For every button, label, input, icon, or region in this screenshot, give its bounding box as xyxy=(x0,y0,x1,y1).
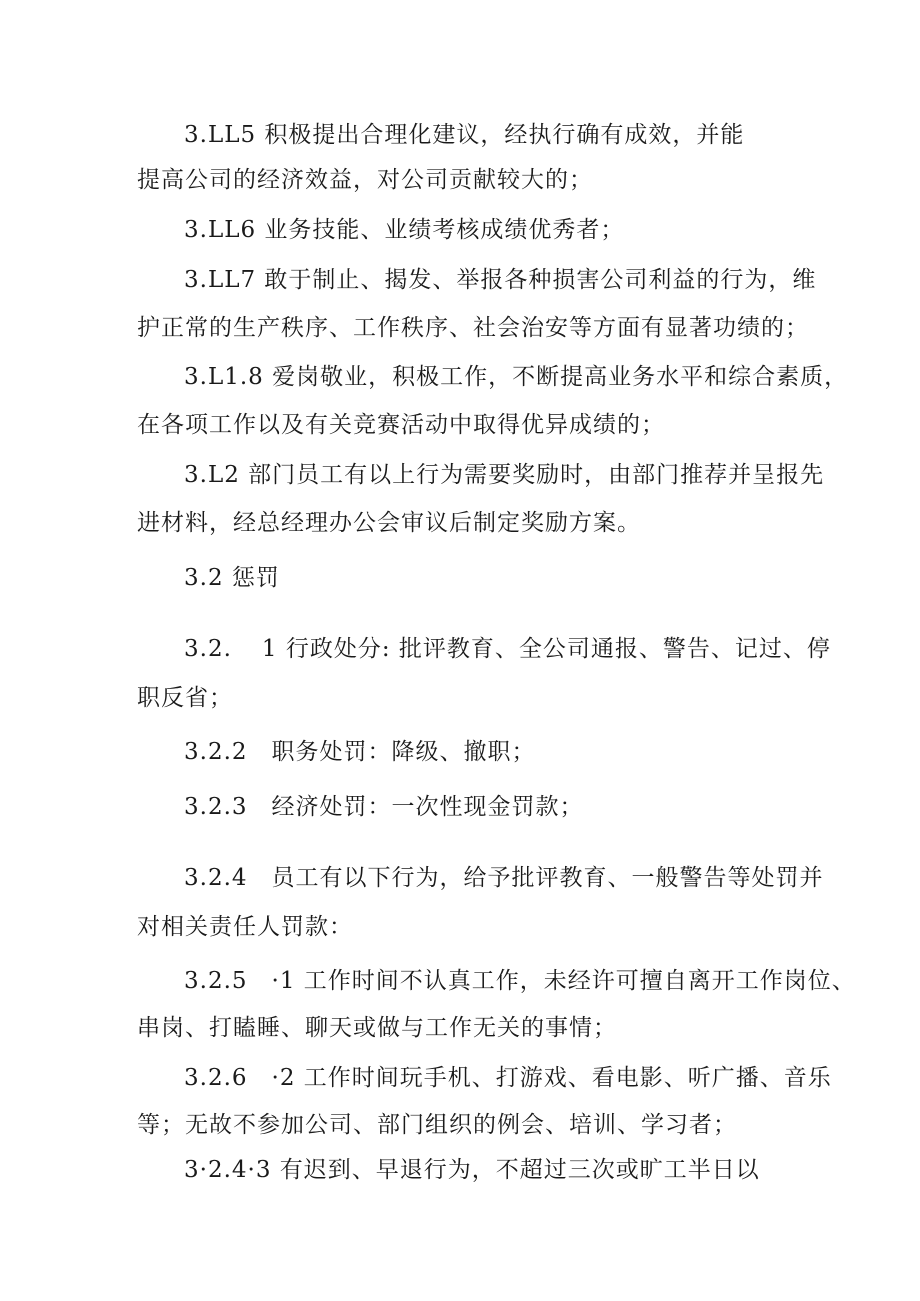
paragraph-number: 3.2.2 xyxy=(184,739,248,765)
paragraph-3-ll7-line1: 3.LL7 敢于制止、揭发、举报各种损害公司利益的行为，维 xyxy=(184,267,817,293)
paragraph-text: 1 行政处分: 批评教育、全公司通报、警告、记过、停 xyxy=(261,636,831,662)
paragraph-text: ·2 工作时间玩手机、打游戏、看电影、听广播、音乐 xyxy=(271,1065,832,1091)
section-heading-3-2: 3.2 惩罚 xyxy=(184,565,280,591)
paragraph-3-l2-line2: 进材料，经总经理办公会审议后制定奖励方案。 xyxy=(137,510,641,536)
paragraph-text: 经济处罚：一次性现金罚款； xyxy=(271,794,584,820)
paragraph-3-2-5-line2: 串岗、打瞌睡、聊天或做与工作无关的事情； xyxy=(137,1015,617,1041)
paragraph-number: 3.2. xyxy=(184,636,232,662)
paragraph-3-2-4-line1 xyxy=(184,863,824,893)
paragraph-3-2-1-line1 xyxy=(184,634,831,664)
paragraph-3-ll5-line1: 3.LL5 积极提出合理化建议，经执行确有成效，并能 xyxy=(184,122,745,148)
paragraph-3-2-4-line2: 对相关责任人罚款： xyxy=(137,914,353,940)
paragraph-number: 3.2.3 xyxy=(184,794,248,820)
paragraph-number: 3.2.6 xyxy=(184,1065,248,1091)
paragraph-number: 3.2.4 xyxy=(184,865,248,891)
paragraph-3-ll5-line2: 提高公司的经济效益，对公司贡献较大的； xyxy=(137,167,593,193)
paragraph-3-ll7-line2: 护正常的生产秩序、工作秩序、社会治安等方面有显著功绩的； xyxy=(137,315,809,341)
paragraph-3-l1-8-line2: 在各项工作以及有关竞赛活动中取得优异成绩的； xyxy=(137,412,665,438)
paragraph-3-2-6-line2: 等；无故不参加公司、部门组织的例会、培训、学习者； xyxy=(137,1112,737,1138)
paragraph-text: 职务处罚：降级、撤职； xyxy=(271,739,536,765)
paragraph-text: ·1 工作时间不认真工作，未经许可擅自离开工作岗位、 xyxy=(271,968,856,994)
paragraph-3-l2-line1: 3.L2 部门员工有以上行为需要奖励时，由部门推荐并呈报先 xyxy=(184,462,825,488)
paragraph-3-2-1-line2: 职反省； xyxy=(137,685,233,711)
paragraph-3-2-5-line1 xyxy=(184,966,856,996)
paragraph-3-2-4-3-line1: 3·2.4·3 有迟到、早退行为，不超过三次或旷工半日以 xyxy=(184,1157,760,1183)
paragraph-3-ll6-line1: 3.LL6 业务技能、业绩考核成绩优秀者； xyxy=(184,217,625,243)
paragraph-3-2-2 xyxy=(184,737,536,767)
paragraph-3-2-6-line1 xyxy=(184,1063,832,1093)
paragraph-3-2-3 xyxy=(184,792,584,822)
paragraph-3-l1-8-line1: 3.L1.8 爱岗敬业，积极工作，不断提高业务水平和综合素质， xyxy=(184,364,849,390)
paragraph-number: 3.2.5 xyxy=(184,968,248,994)
paragraph-text: 员工有以下行为，给予批评教育、一般警告等处罚并 xyxy=(271,865,824,891)
